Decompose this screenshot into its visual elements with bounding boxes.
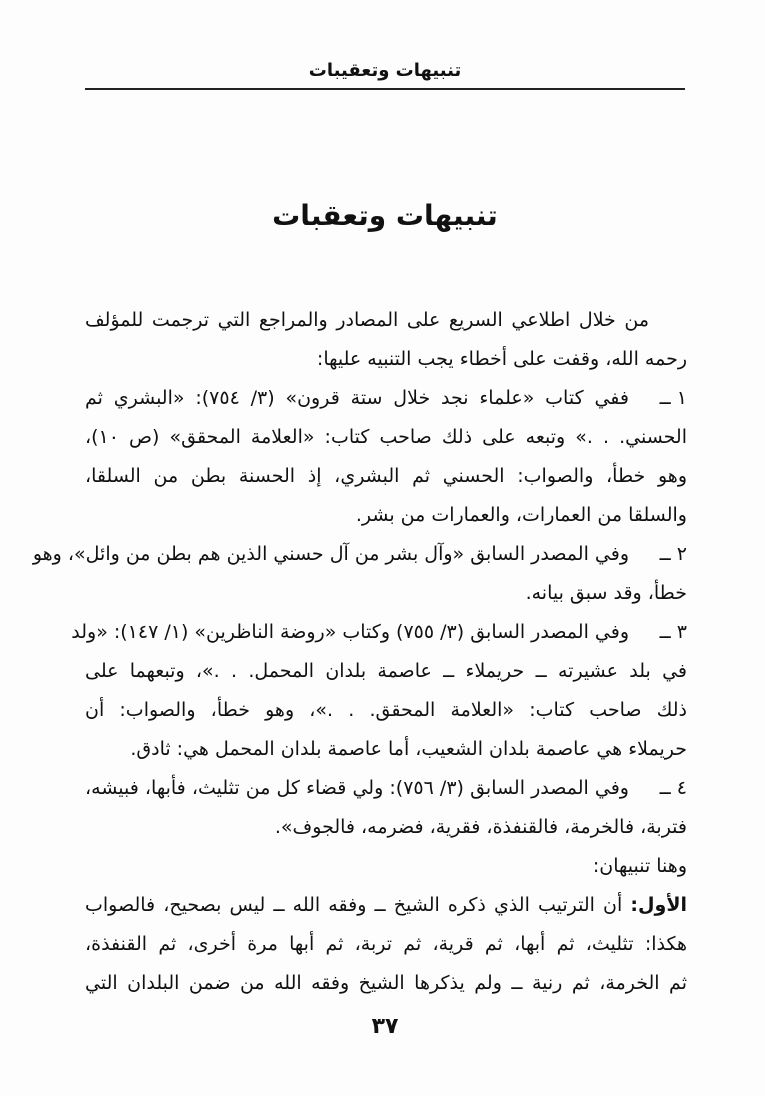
- note-text: أن الترتيب الذي ذكره الشيخ ــ وفقه الله ــ ليس بصحيح، فالصواب: [85, 894, 623, 916]
- body-text: [32, 301, 687, 1003]
- item-number: ١ ــ: [659, 387, 687, 409]
- header-rule: [85, 88, 685, 90]
- item-number: ٣ ــ: [659, 621, 687, 643]
- item-line: والسلقا من العمارات، والعمارات من بشر.: [355, 504, 687, 526]
- item-number: ٤ ــ: [659, 777, 687, 799]
- item-line: وفي المصدر السابق (٣/ ٧٥٥) وكتاب «روضة الناظرين» (١/ ١٤٧): «ولد: [71, 621, 629, 643]
- note-label: الأول:: [630, 894, 687, 916]
- list-item: [32, 535, 687, 613]
- note-line: [85, 886, 687, 925]
- chapter-title: تنبيهات وتعقبات: [272, 199, 498, 232]
- running-header: تنبيهات وتعقيبات: [308, 60, 462, 81]
- list-item: [85, 769, 687, 847]
- note-line: ثم الخرمة، ثم رنية ــ ولم يذكرها الشيخ وفقه الله من ضمن البلدان التي: [85, 972, 687, 994]
- intro-line: من خلال اطلاعي السريع على المصادر والمراجع التي ترجمت للمؤلف: [85, 309, 649, 331]
- item-line: الحسني. . .» وتبعه على ذلك صاحب كتاب: «العلامة المحقق» (ص ١٠)،: [85, 426, 687, 448]
- item-line: ذلك صاحب كتاب: «العلامة المحقق. . .»، وهو خطأ، والصواب: أن: [85, 699, 687, 721]
- list-item: [85, 379, 687, 535]
- item-line: وفي المصدر السابق «وآل بشر من آل حسني الذين هم بطن من وائل»، وهو: [32, 543, 629, 565]
- notes-heading: وهنا تنبيهان:: [592, 855, 687, 877]
- item-number: ٢ ــ: [659, 543, 687, 565]
- item-line: وهو خطأ، والصواب: الحسني ثم البشري، إذ الحسنة بطن من السلقا،: [85, 465, 687, 487]
- item-line: وفي المصدر السابق (٣/ ٧٥٦): ولي قضاء كل من تثليث، فأبها، فبيشه،: [85, 777, 629, 799]
- list-item: [71, 613, 687, 769]
- note-line: هكذا: تثليث، ثم أبها، ثم قرية، ثم تربة، ثم أبها مرة أخرى، ثم القنفذة،: [85, 933, 687, 955]
- item-line: فتربة، فالخرمة، فالقنفذة، فقرية، فضرمه، فالجوف».: [274, 816, 687, 838]
- page-number: ٣٧: [371, 1014, 399, 1039]
- item-line: في بلد عشيرته ــ حريملاء ــ عاصمة بلدان المحمل. . .»، وتبعهما على: [85, 660, 687, 682]
- item-line: خطأ، وقد سبق بيانه.: [525, 582, 687, 604]
- intro-line: رحمه الله، وقفت على أخطاء يجب التنبيه عليها:: [316, 348, 687, 370]
- item-line: حريملاء هي عاصمة بلدان الشعيب، أما عاصمة بلدان المحمل هي: ثادق.: [130, 738, 687, 760]
- item-line: ففي كتاب «علماء نجد خلال ستة قرون» (٣/ ٧٥٤): «البشري ثم: [85, 387, 629, 409]
